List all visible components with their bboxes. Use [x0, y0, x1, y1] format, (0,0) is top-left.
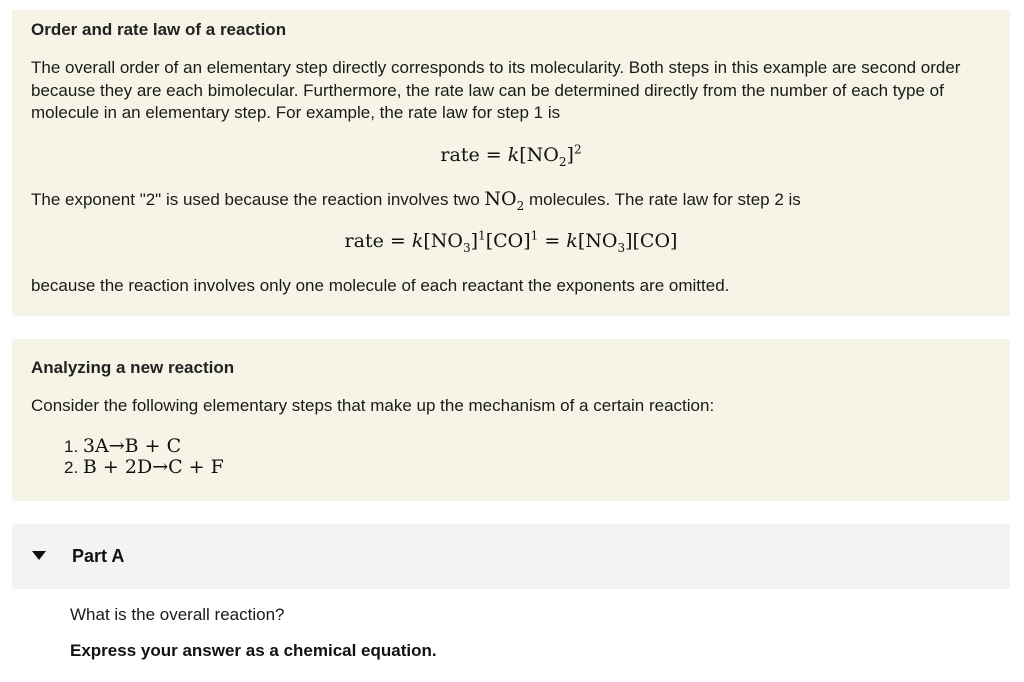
part-a-title: Part A	[72, 546, 125, 566]
answer-instruction: Express your answer as a chemical equation.	[70, 641, 437, 660]
paragraph: because the reaction involves only one molecule of each reactant the exponents are omitted.	[31, 276, 730, 295]
rate-law-panel	[12, 10, 1010, 316]
paragraph: Consider the following elementary steps that make up the mechanism of a certain reaction:	[31, 396, 715, 415]
paragraph: The overall order of an elementary step directly corresponds to its molecularity. Both steps in this example are second order because they are each bimolecular. Furthermore, the rate law can be determined directly from the number of each type of molecule in an elementary step. For example, the rate law for step 1 is	[31, 58, 961, 122]
question-text: What is the overall reaction?	[70, 605, 285, 624]
section-heading: Order and rate law of a reaction	[31, 20, 287, 39]
part-a-header[interactable]	[12, 524, 1010, 589]
new-reaction-panel	[12, 339, 1010, 501]
caret-down-icon[interactable]	[32, 551, 46, 560]
paragraph: The exponent "2" is used because the reaction involves two $NO_2$ molecules. The rate law for step 2 is	[31, 188, 801, 213]
list-item: 1. 3A→B + C	[64, 435, 182, 457]
section-heading: Analyzing a new reaction	[31, 358, 235, 377]
rate-law-equation-2: rate = $k[NO_3]^1[CO]^1 = k[NO_3][CO]$	[344, 228, 678, 255]
mechanism-steps-list	[64, 436, 224, 478]
rate-law-equation-1: rate = $k[NO_2]^2$	[440, 142, 582, 169]
list-item: 2. B + 2D→C + F	[64, 456, 224, 478]
